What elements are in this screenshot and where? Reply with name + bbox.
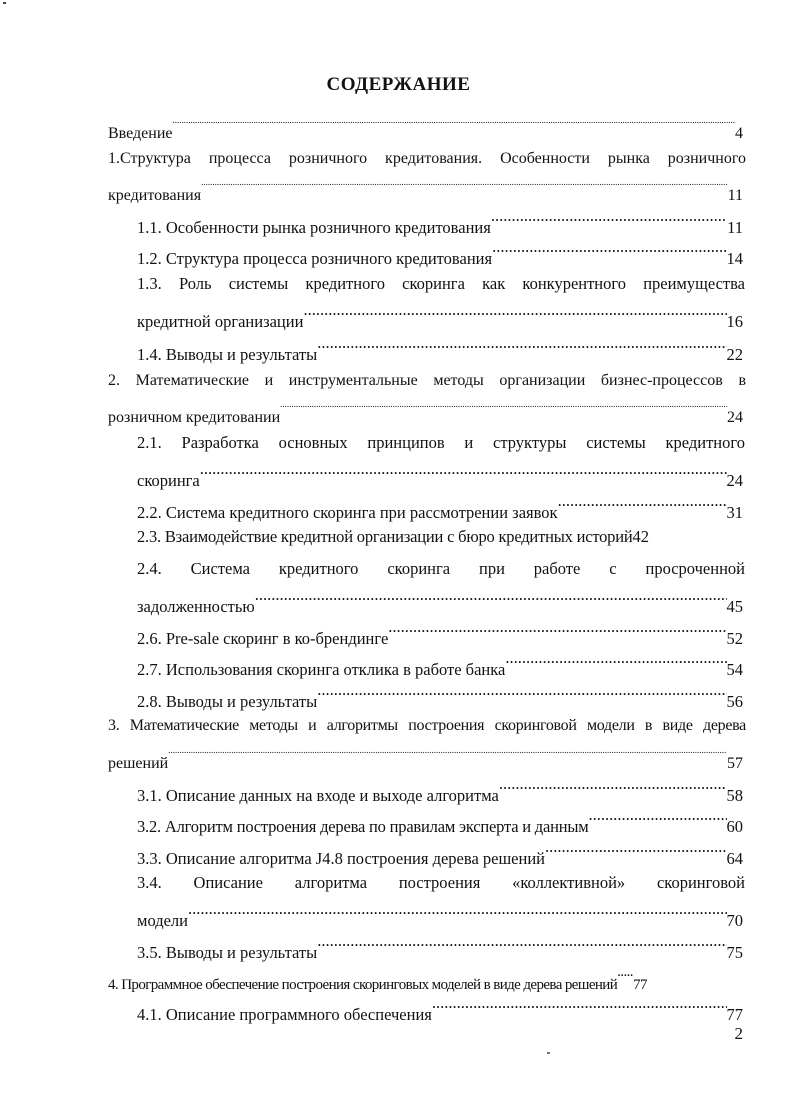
toc-entry-text: 1.4. Выводы и результаты	[137, 345, 318, 364]
toc-entry-3-2	[137, 808, 743, 836]
toc-entry-page: 22	[726, 345, 743, 364]
toc-entry-page: 60	[726, 817, 743, 836]
toc-entry-1-1	[137, 209, 743, 237]
dot-leader	[303, 303, 726, 327]
toc-entry-page: 16	[726, 312, 743, 331]
toc-entry-intro	[108, 114, 743, 142]
scan-mark	[3, 2, 6, 4]
dot-leader	[255, 588, 727, 612]
toc-entry-text: 2.6. Pre-sale скоринг в ко-брендинге	[137, 629, 389, 648]
page-title: СОДЕРЖАНИЕ	[326, 74, 471, 95]
toc-entry-line1: 2. Математические и инструментальные методы организации бизнес-процессов в	[108, 372, 746, 389]
dot-leader	[388, 620, 726, 644]
toc-entry-page: 24	[726, 471, 743, 490]
toc-entry-page: 77	[726, 1005, 743, 1024]
dot-leader	[499, 777, 727, 801]
dot-leader	[317, 336, 726, 360]
toc-entry-page: 58	[726, 786, 743, 805]
toc-entry-chapter-2	[108, 398, 743, 426]
dot-leader	[505, 651, 726, 675]
toc-entry-text: 1.1. Особенности рынка розничного кредитования	[137, 218, 491, 237]
dot-leader	[317, 683, 726, 707]
toc-entry-3-5	[137, 934, 743, 962]
toc-entry-line1: 3.4. Описание алгоритма построения «коллективной» скоринговой	[137, 873, 745, 892]
dot-leader	[201, 176, 728, 200]
toc-entry-text: скоринга	[137, 471, 200, 490]
toc-entry-2-6	[137, 620, 743, 648]
toc-entry-1-4	[137, 336, 743, 364]
toc-entry-page: 77	[633, 977, 647, 993]
toc-entry-line1: 3. Математические методы и алгоритмы построения скоринговой модели в виде дерева	[108, 717, 746, 734]
toc-entry-text: 2.8. Выводы и результаты	[137, 692, 318, 711]
toc-entry-2-7	[137, 651, 743, 679]
toc-entry-text: решений	[108, 755, 169, 772]
toc-entry-page: 11	[727, 218, 743, 237]
toc-entry-2-8	[137, 683, 743, 711]
toc-entry-text: модели	[137, 911, 188, 930]
page-number: 2	[734, 1024, 743, 1043]
toc-entry-page: 42	[632, 527, 649, 546]
toc-entry-text: 3.2. Алгоритм построения дерева по правилам эксперта и данным	[137, 817, 589, 836]
toc-entry-page: 75	[726, 943, 743, 962]
toc-entry-3-4	[137, 902, 743, 930]
toc-entry-page: 70	[726, 911, 743, 930]
dot-leader	[173, 114, 736, 138]
toc-entry-line1: 1.3. Роль системы кредитного скоринга как конкурентного преимущества	[137, 274, 745, 293]
toc-entry-text: 1.2. Структура процесса розничного кредитования	[137, 249, 493, 268]
dot-leader	[200, 462, 727, 486]
toc-entry-text: 3.1. Описание данных на входе и выходе алгоритма	[137, 786, 499, 805]
dot-leader	[432, 996, 727, 1020]
dot-leader	[545, 840, 727, 864]
dot-leader	[492, 240, 726, 264]
toc-entry-text: 3.3. Описание алгоритма J4.8 построения дерева решений	[137, 849, 545, 868]
toc-entry-page: 56	[726, 692, 743, 711]
toc-entry-line1: 2.1. Разработка основных принципов и структуры системы кредитного	[137, 433, 745, 452]
toc-entry-4-1	[137, 996, 743, 1024]
toc-entry-text: Введение	[108, 125, 173, 142]
dot-leader	[317, 934, 726, 958]
toc-entry-chapter-1	[108, 176, 743, 204]
toc-entry-text: задолженностью	[137, 597, 255, 616]
toc-entry-text: кредитования	[108, 187, 202, 204]
toc-entry-text: 4. Программное обеспечение построения скоринговых моделей в виде дерева решений	[108, 977, 618, 993]
dot-leader	[589, 808, 727, 832]
toc-entry-page: 64	[726, 849, 743, 868]
toc-entry-1-2	[137, 240, 743, 268]
scan-speck	[547, 1052, 550, 1054]
toc-entry-1-3	[137, 303, 743, 331]
toc-entry-page: 45	[726, 597, 743, 616]
toc-entry-2-4	[137, 588, 743, 616]
toc-entry-line1: 2.4. Система кредитного скоринга при работе с просроченной	[137, 559, 745, 578]
dot-leader	[558, 494, 727, 518]
toc-entry-page: 54	[726, 660, 743, 679]
toc-entry-2-1	[137, 462, 743, 490]
toc-entry-page: 24	[727, 409, 743, 426]
toc-entry-text: 4.1. Описание программного обеспечения	[137, 1005, 432, 1024]
toc-entry-page: 4	[735, 125, 743, 142]
toc-entry-page: 52	[726, 629, 743, 648]
toc-entry-2-3	[137, 525, 743, 549]
toc-entry-page: 31	[726, 503, 743, 522]
toc-entry-chapter-4	[108, 965, 743, 993]
toc-entry-text: 2.2. Система кредитного скоринга при рассмотрении заявок	[137, 503, 558, 522]
toc-entry-3-3	[137, 840, 743, 868]
dot-leader	[491, 209, 727, 233]
toc-entry-text: 2.7. Использования скоринга отклика в работе банка	[137, 660, 506, 679]
dot-leader	[188, 902, 727, 926]
toc-entry-line1: 1.Структура процесса розничного кредитования. Особенности рынка розничного	[108, 150, 746, 167]
toc-entry-text: 2.3. Взаимодействие кредитной организации с бюро кредитных историй	[137, 527, 633, 546]
toc-entry-text: кредитной организации	[137, 312, 304, 331]
toc-entry-page: 14	[726, 249, 743, 268]
toc-entry-text: розничном кредитовании	[108, 409, 281, 426]
toc-entry-text: 3.5. Выводы и результаты	[137, 943, 318, 962]
toc-entry-2-2	[137, 494, 743, 522]
dot-leader	[617, 965, 633, 989]
toc-entry-3-1	[137, 777, 743, 805]
dot-leader	[280, 398, 727, 422]
dot-leader	[168, 744, 727, 768]
toc-entry-page: 57	[727, 755, 743, 772]
toc-entry-chapter-3	[108, 744, 743, 772]
toc-entry-page: 11	[727, 187, 743, 204]
